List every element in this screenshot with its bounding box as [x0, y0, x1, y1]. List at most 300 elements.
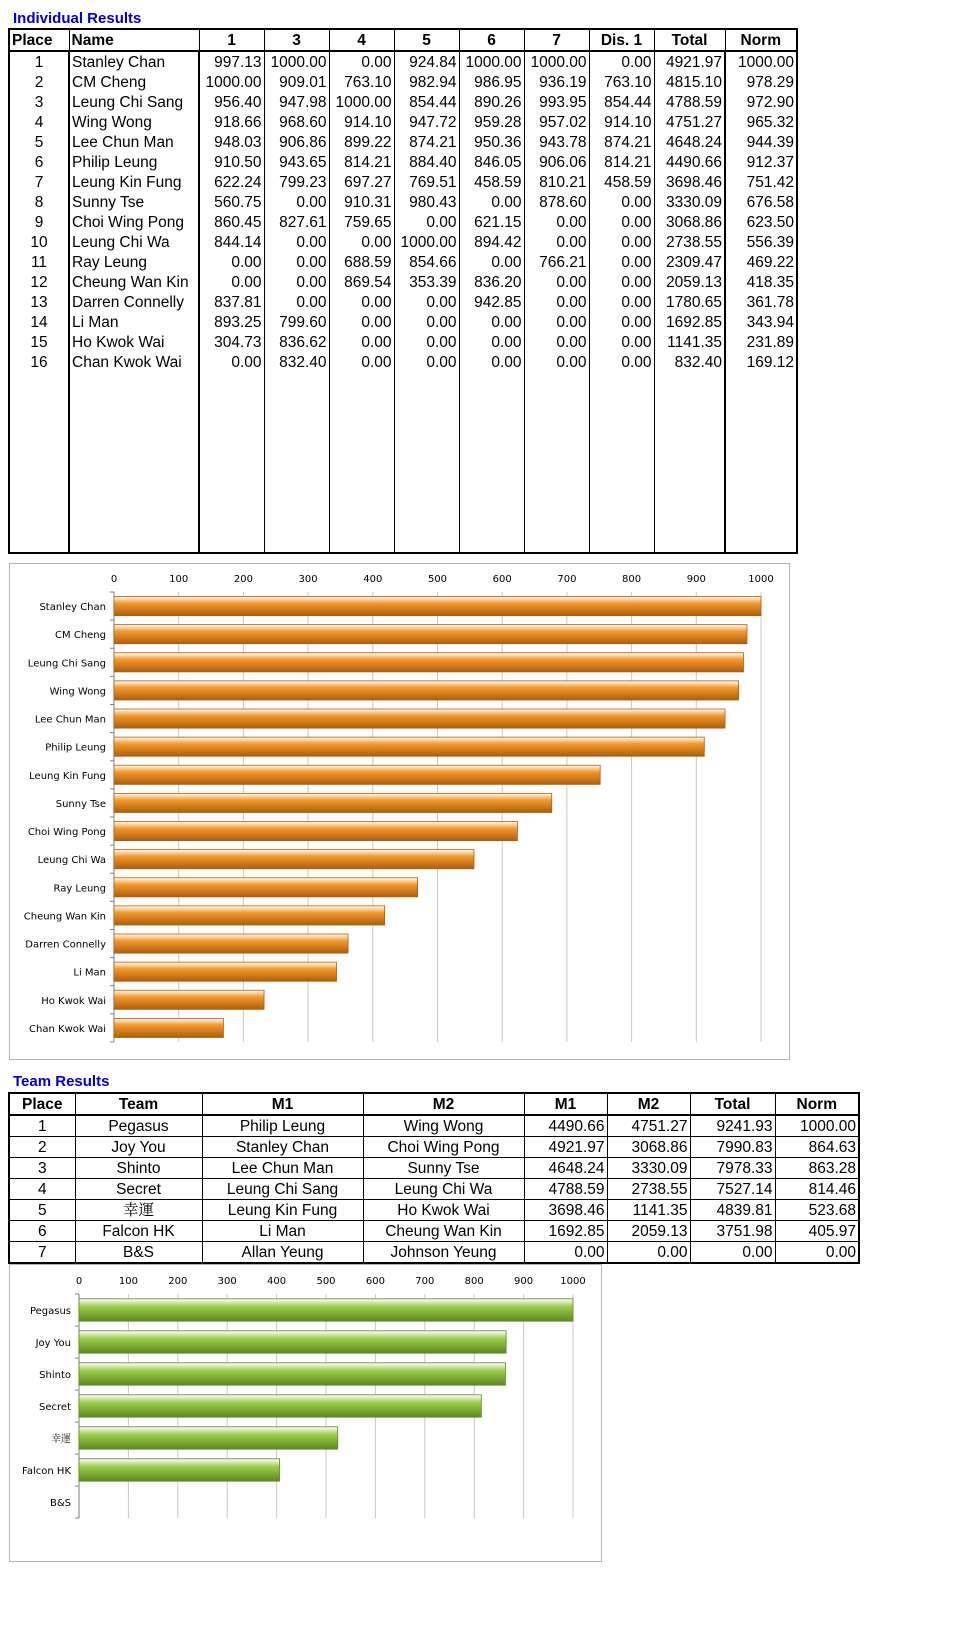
table-cell: 2738.55 — [607, 1179, 690, 1200]
table-cell: 0.00 — [264, 292, 329, 312]
column-header: Norm — [725, 29, 797, 51]
table-cell: Falcon HK — [75, 1221, 202, 1242]
table-cell: 766.21 — [524, 252, 589, 272]
x-tick-label: 800 — [464, 1276, 484, 1287]
category-label: Shinto — [39, 1370, 71, 1381]
table-cell: 0.00 — [264, 252, 329, 272]
table-cell: 950.36 — [459, 132, 524, 152]
table-cell: Philip Leung — [69, 152, 199, 172]
table-cell: 3698.46 — [524, 1200, 607, 1221]
table-cell: Choi Wing Pong — [363, 1137, 524, 1158]
table-cell: 832.40 — [654, 352, 725, 372]
table-cell: Leung Kin Fung — [202, 1200, 363, 1221]
table-cell: 0.00 — [329, 51, 394, 72]
table-cell: Leung Chi Wa — [363, 1179, 524, 1200]
individual-results-title: Individual Results — [13, 10, 142, 27]
table-row — [9, 132, 797, 152]
table-cell: 0.00 — [589, 212, 654, 232]
table-cell: 169.12 — [725, 352, 797, 372]
column-header: Total — [690, 1093, 775, 1115]
table-cell: 0.00 — [589, 192, 654, 212]
table-cell: 7990.83 — [690, 1137, 775, 1158]
header-row — [9, 1093, 859, 1115]
table-cell: 837.81 — [199, 292, 264, 312]
x-tick-label: 400 — [267, 1276, 287, 1287]
table-cell: 0.00 — [459, 252, 524, 272]
table-cell: 2738.55 — [654, 232, 725, 252]
table-cell: 1000.00 — [264, 51, 329, 72]
x-tick-label: 1000 — [748, 574, 774, 585]
column-header: 5 — [394, 29, 459, 51]
table-cell: Leung Chi Sang — [202, 1179, 363, 1200]
table-cell: Secret — [75, 1179, 202, 1200]
x-tick-label: 200 — [168, 1276, 188, 1287]
category-label: Falcon HK — [22, 1466, 71, 1477]
bar — [114, 793, 552, 812]
table-cell: 7 — [9, 1242, 75, 1264]
bar — [114, 653, 743, 672]
table-cell: Allan Yeung — [202, 1242, 363, 1264]
category-label: Ray Leung — [53, 883, 106, 895]
table-cell: Stanley Chan — [202, 1137, 363, 1158]
category-label: Leung Kin Fung — [29, 770, 106, 782]
table-cell: 899.22 — [329, 132, 394, 152]
empty-row — [9, 452, 797, 472]
table-cell: 0.00 — [524, 1242, 607, 1264]
category-label: 幸運 — [51, 1434, 71, 1445]
table-cell: 15 — [9, 332, 69, 352]
table-row — [9, 72, 797, 92]
table-cell: 0.00 — [589, 252, 654, 272]
category-label: Leung Chi Wa — [37, 855, 106, 867]
table-cell: 944.39 — [725, 132, 797, 152]
category-label: Wing Wong — [49, 686, 106, 698]
table-cell: Ho Kwok Wai — [363, 1200, 524, 1221]
table-cell: 912.37 — [725, 152, 797, 172]
table-cell: 0.00 — [524, 232, 589, 252]
table-cell: 1 — [9, 51, 69, 72]
table-cell: 556.39 — [725, 232, 797, 252]
individual-results-table — [8, 28, 798, 554]
table-cell: 972.90 — [725, 92, 797, 112]
table-cell: Sunny Tse — [69, 192, 199, 212]
table-cell: 0.00 — [524, 352, 589, 372]
table-cell: Choi Wing Pong — [69, 212, 199, 232]
table-cell: Shinto — [75, 1158, 202, 1179]
table-cell: 2309.47 — [654, 252, 725, 272]
table-cell: 0.00 — [690, 1242, 775, 1264]
category-label: Choi Wing Pong — [27, 827, 106, 839]
table-cell: Philip Leung — [202, 1115, 363, 1137]
table-cell: 0.00 — [459, 332, 524, 352]
column-header: 4 — [329, 29, 394, 51]
table-cell: 0.00 — [394, 332, 459, 352]
bar — [114, 934, 348, 953]
table-cell: 909.01 — [264, 72, 329, 92]
table-cell: 11 — [9, 252, 69, 272]
table-cell: 4921.97 — [654, 51, 725, 72]
table-cell: 986.95 — [459, 72, 524, 92]
table-cell: 3068.86 — [607, 1137, 690, 1158]
table-cell: 3 — [9, 92, 69, 112]
table-cell: 956.40 — [199, 92, 264, 112]
table-cell: Darren Connelly — [69, 292, 199, 312]
table-cell: 894.42 — [459, 232, 524, 252]
table-cell: 3330.09 — [654, 192, 725, 212]
table-cell: 846.05 — [459, 152, 524, 172]
bar — [114, 709, 725, 728]
table-cell: 622.24 — [199, 172, 264, 192]
x-tick-label: 800 — [622, 574, 642, 585]
table-cell: 810.21 — [524, 172, 589, 192]
table-cell: 0.00 — [394, 352, 459, 372]
bar — [79, 1427, 338, 1449]
table-cell: 943.65 — [264, 152, 329, 172]
table-cell: 914.10 — [329, 112, 394, 132]
bar — [114, 906, 385, 925]
table-cell: 836.62 — [264, 332, 329, 352]
table-cell: 864.63 — [775, 1137, 859, 1158]
table-cell: 1141.35 — [607, 1200, 690, 1221]
table-cell: 6 — [9, 1221, 75, 1242]
table-cell: Johnson Yeung — [363, 1242, 524, 1264]
table-cell: Li Man — [69, 312, 199, 332]
table-cell: 1000.00 — [329, 92, 394, 112]
bar — [114, 1018, 223, 1037]
table-cell: 4921.97 — [524, 1137, 607, 1158]
table-cell: 4788.59 — [654, 92, 725, 112]
category-label: Philip Leung — [45, 742, 106, 754]
table-cell: 4751.27 — [607, 1115, 690, 1137]
table-cell: 0.00 — [524, 312, 589, 332]
table-row — [9, 1200, 859, 1221]
table-cell: 827.61 — [264, 212, 329, 232]
table-cell: Chan Kwok Wai — [69, 352, 199, 372]
category-label: Lee Chun Man — [34, 714, 106, 726]
table-cell: 469.22 — [725, 252, 797, 272]
table-cell: 0.00 — [264, 232, 329, 252]
table-cell: 948.03 — [199, 132, 264, 152]
table-cell: 980.43 — [394, 192, 459, 212]
table-cell: 0.00 — [524, 292, 589, 312]
table-cell: 3751.98 — [690, 1221, 775, 1242]
category-label: Sunny Tse — [55, 798, 106, 810]
empty-row — [9, 392, 797, 412]
bar — [79, 1459, 280, 1481]
x-tick-label: 0 — [75, 1276, 83, 1287]
column-header: M2 — [363, 1093, 524, 1115]
table-cell: 0.00 — [459, 312, 524, 332]
table-row — [9, 172, 797, 192]
table-cell: Ray Leung — [69, 252, 199, 272]
table-cell: Lee Chun Man — [202, 1158, 363, 1179]
bar — [79, 1299, 573, 1321]
table-cell: 0.00 — [589, 232, 654, 252]
table-cell: 854.44 — [394, 92, 459, 112]
bar — [114, 878, 418, 897]
bar — [114, 737, 704, 756]
table-cell: 3330.09 — [607, 1158, 690, 1179]
category-label: Secret — [39, 1402, 71, 1413]
column-header: 6 — [459, 29, 524, 51]
table-cell: 4751.27 — [654, 112, 725, 132]
table-row — [9, 51, 797, 72]
table-cell: 0.00 — [459, 192, 524, 212]
bar — [114, 681, 739, 700]
table-row — [9, 292, 797, 312]
table-cell: 5 — [9, 1200, 75, 1221]
category-label: Darren Connelly — [25, 939, 106, 951]
table-cell: 799.23 — [264, 172, 329, 192]
category-label: Stanley Chan — [39, 602, 106, 614]
table-cell: 914.10 — [589, 112, 654, 132]
table-row — [9, 1137, 859, 1158]
table-row — [9, 92, 797, 112]
table-cell: 0.00 — [394, 312, 459, 332]
table-cell: 997.13 — [199, 51, 264, 72]
table-cell: 0.00 — [394, 212, 459, 232]
table-cell: Lee Chun Man — [69, 132, 199, 152]
table-cell: 9241.93 — [690, 1115, 775, 1137]
table-row — [9, 332, 797, 352]
category-label: Joy You — [35, 1338, 71, 1349]
table-cell: 874.21 — [589, 132, 654, 152]
table-cell: 0.00 — [589, 312, 654, 332]
table-cell: 0.00 — [775, 1242, 859, 1264]
column-header: 7 — [524, 29, 589, 51]
bar — [114, 962, 337, 981]
empty-row — [9, 532, 797, 553]
table-cell: 874.21 — [394, 132, 459, 152]
table-row — [9, 352, 797, 372]
bar — [114, 990, 264, 1009]
table-cell: 936.19 — [524, 72, 589, 92]
table-cell: 836.20 — [459, 272, 524, 292]
table-cell: 0.00 — [524, 332, 589, 352]
table-row — [9, 252, 797, 272]
table-row — [9, 1221, 859, 1242]
table-cell: 0.00 — [524, 272, 589, 292]
table-cell: 405.97 — [775, 1221, 859, 1242]
table-cell: 854.66 — [394, 252, 459, 272]
table-cell: 982.94 — [394, 72, 459, 92]
table-cell: Wing Wong — [363, 1115, 524, 1137]
x-tick-label: 900 — [514, 1276, 534, 1287]
table-cell: 676.58 — [725, 192, 797, 212]
table-cell: 1000.00 — [775, 1115, 859, 1137]
table-cell: 4839.81 — [690, 1200, 775, 1221]
table-cell: Ho Kwok Wai — [69, 332, 199, 352]
table-cell: Li Man — [202, 1221, 363, 1242]
table-cell: 2059.13 — [654, 272, 725, 292]
table-cell: 304.73 — [199, 332, 264, 352]
table-cell: Leung Kin Fung — [69, 172, 199, 192]
table-cell: 957.02 — [524, 112, 589, 132]
table-cell: 0.00 — [589, 51, 654, 72]
table-cell: 1780.65 — [654, 292, 725, 312]
table-row — [9, 212, 797, 232]
table-row — [9, 1115, 859, 1137]
table-cell: 231.89 — [725, 332, 797, 352]
table-cell: 844.14 — [199, 232, 264, 252]
header-row — [9, 29, 797, 51]
column-header: Norm — [775, 1093, 859, 1115]
table-cell: 2059.13 — [607, 1221, 690, 1242]
x-tick-label: 600 — [365, 1276, 385, 1287]
table-cell: 4 — [9, 1179, 75, 1200]
table-cell: 1000.00 — [199, 72, 264, 92]
table-row — [9, 1242, 859, 1264]
empty-row — [9, 512, 797, 532]
x-tick-label: 300 — [298, 574, 318, 585]
table-cell: Sunny Tse — [363, 1158, 524, 1179]
table-cell: 353.39 — [394, 272, 459, 292]
table-cell: Joy You — [75, 1137, 202, 1158]
table-cell: 4490.66 — [524, 1115, 607, 1137]
table-cell: 0.00 — [264, 192, 329, 212]
empty-row — [9, 492, 797, 512]
table-cell: 869.54 — [329, 272, 394, 292]
x-tick-label: 0 — [110, 574, 118, 585]
table-cell: 1000.00 — [524, 51, 589, 72]
x-tick-label: 700 — [415, 1276, 435, 1287]
column-header: M1 — [524, 1093, 607, 1115]
x-tick-label: 500 — [427, 574, 448, 585]
empty-row — [9, 412, 797, 432]
category-label: Li Man — [73, 967, 106, 979]
table-cell: 688.59 — [329, 252, 394, 272]
table-cell: 0.00 — [329, 292, 394, 312]
table-cell: 1141.35 — [654, 332, 725, 352]
table-cell: 3 — [9, 1158, 75, 1179]
table-cell: 4490.66 — [654, 152, 725, 172]
category-label: Pegasus — [29, 1306, 71, 1317]
column-header: M2 — [607, 1093, 690, 1115]
column-header: Place — [9, 1093, 75, 1115]
table-row — [9, 1179, 859, 1200]
table-cell: 7978.33 — [690, 1158, 775, 1179]
table-cell: 1692.85 — [654, 312, 725, 332]
table-cell: Cheung Wan Kin — [363, 1221, 524, 1242]
table-cell: 814.46 — [775, 1179, 859, 1200]
table-cell: 1000.00 — [725, 51, 797, 72]
table-cell: B&S — [75, 1242, 202, 1264]
table-cell: 1000.00 — [394, 232, 459, 252]
table-cell: 0.00 — [329, 332, 394, 352]
category-label: B&S — [49, 1498, 71, 1509]
table-cell: 0.00 — [329, 352, 394, 372]
table-cell: 7 — [9, 172, 69, 192]
x-tick-label: 600 — [492, 574, 512, 585]
table-cell: Leung Chi Sang — [69, 92, 199, 112]
table-cell: 965.32 — [725, 112, 797, 132]
table-row — [9, 232, 797, 252]
table-cell: 0.00 — [459, 352, 524, 372]
table-cell: 763.10 — [589, 72, 654, 92]
table-cell: 759.65 — [329, 212, 394, 232]
table-cell: 幸運 — [75, 1200, 202, 1221]
table-cell: 0.00 — [589, 352, 654, 372]
team-results-table — [8, 1092, 860, 1264]
table-cell: 993.95 — [524, 92, 589, 112]
table-cell: 832.40 — [264, 352, 329, 372]
table-cell: 0.00 — [199, 352, 264, 372]
table-cell: 560.75 — [199, 192, 264, 212]
bar — [114, 850, 474, 869]
empty-row — [9, 372, 797, 392]
table-cell: 924.84 — [394, 51, 459, 72]
table-cell: 458.59 — [459, 172, 524, 192]
x-tick-label: 100 — [169, 574, 189, 585]
table-cell: 5 — [9, 132, 69, 152]
table-cell: 947.98 — [264, 92, 329, 112]
table-cell: 863.28 — [775, 1158, 859, 1179]
table-cell: 814.21 — [329, 152, 394, 172]
bar — [114, 597, 761, 616]
table-cell: 0.00 — [264, 272, 329, 292]
table-cell: 13 — [9, 292, 69, 312]
table-cell: 9 — [9, 212, 69, 232]
empty-row — [9, 472, 797, 492]
table-cell: 0.00 — [329, 232, 394, 252]
table-row — [9, 312, 797, 332]
table-cell: 458.59 — [589, 172, 654, 192]
table-cell: 906.06 — [524, 152, 589, 172]
table-cell: 3068.86 — [654, 212, 725, 232]
table-cell: 1 — [9, 1115, 75, 1137]
category-label: CM Cheng — [55, 630, 106, 642]
column-header: 1 — [199, 29, 264, 51]
x-tick-label: 700 — [557, 574, 577, 585]
table-cell: 893.25 — [199, 312, 264, 332]
table-row — [9, 272, 797, 292]
table-cell: 418.35 — [725, 272, 797, 292]
x-tick-label: 500 — [316, 1276, 336, 1287]
bar — [114, 822, 517, 841]
bar — [114, 625, 747, 644]
category-label: Ho Kwok Wai — [41, 995, 106, 1007]
table-cell: 910.50 — [199, 152, 264, 172]
table-cell: 621.15 — [459, 212, 524, 232]
table-cell: 7527.14 — [690, 1179, 775, 1200]
table-cell: 697.27 — [329, 172, 394, 192]
table-cell: 799.60 — [264, 312, 329, 332]
table-cell: 942.85 — [459, 292, 524, 312]
table-cell: 910.31 — [329, 192, 394, 212]
table-cell: 0.00 — [524, 212, 589, 232]
table-cell: 906.86 — [264, 132, 329, 152]
table-cell: 361.78 — [725, 292, 797, 312]
table-cell: 2 — [9, 72, 69, 92]
table-cell: 12 — [9, 272, 69, 292]
table-cell: 968.60 — [264, 112, 329, 132]
column-header: Name — [69, 29, 199, 51]
bar — [79, 1395, 481, 1417]
table-cell: 0.00 — [199, 272, 264, 292]
table-cell: Stanley Chan — [69, 51, 199, 72]
team-norm-chart — [9, 1264, 602, 1562]
column-header: 3 — [264, 29, 329, 51]
x-tick-label: 300 — [217, 1276, 237, 1287]
table-cell: Wing Wong — [69, 112, 199, 132]
table-cell: 523.68 — [775, 1200, 859, 1221]
table-cell: 623.50 — [725, 212, 797, 232]
table-cell: 0.00 — [394, 292, 459, 312]
table-cell: 0.00 — [589, 292, 654, 312]
table-cell: 4648.24 — [654, 132, 725, 152]
table-row — [9, 112, 797, 132]
table-cell: 854.44 — [589, 92, 654, 112]
